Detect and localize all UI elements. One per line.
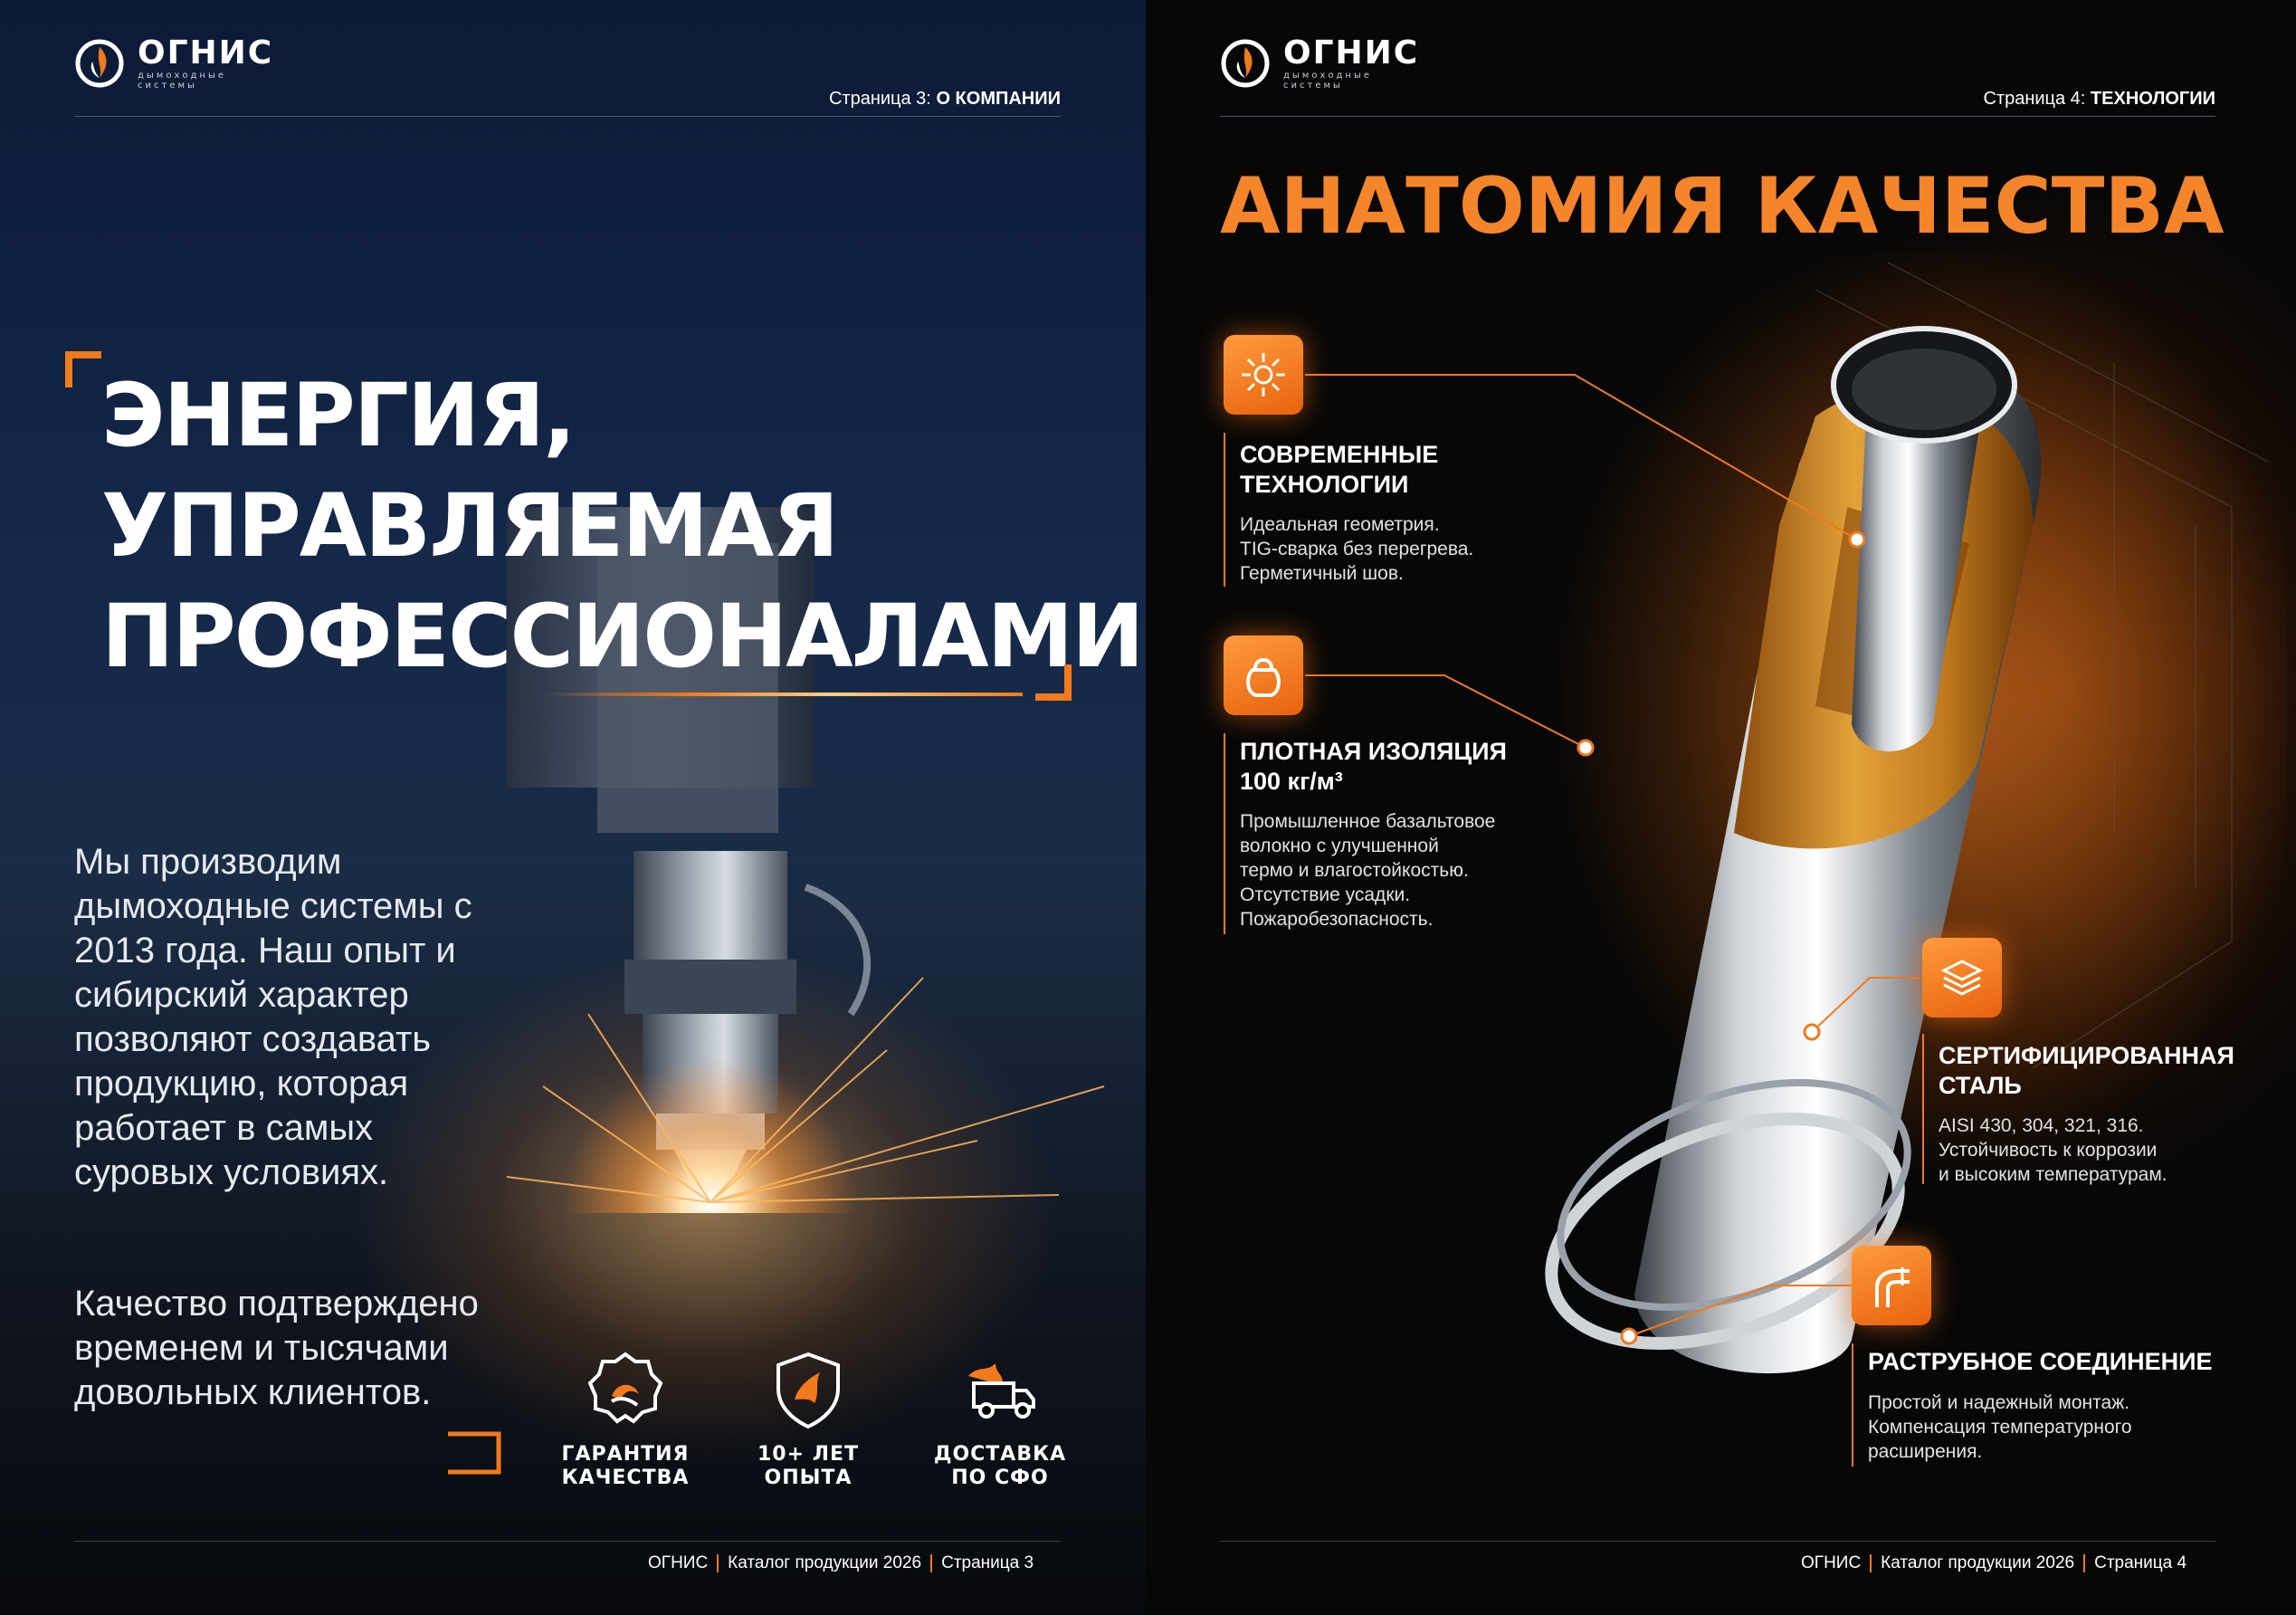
page-label-section: ТЕХНОЛОГИИ (2090, 89, 2215, 109)
kettlebell-icon (1238, 650, 1289, 701)
hero-underline (543, 693, 1023, 696)
page-title: АНАТОМИЯ КАЧЕСТВА (1220, 161, 2225, 252)
footer-separator (717, 1554, 719, 1572)
feature-title-line: ПЛОТНАЯ ИЗОЛЯЦИЯ (1240, 738, 1507, 765)
statement-bracket-accent (448, 1430, 502, 1476)
hero-line: УПРАВЛЯЕМАЯ (101, 475, 838, 577)
feature-icon-box (1922, 938, 2002, 1018)
feature-description (1240, 809, 1495, 932)
hero-corner-accent (1035, 664, 1072, 701)
delivery-truck-icon (959, 1349, 1041, 1430)
badge-delivery (923, 1349, 1077, 1490)
medal-icon (585, 1349, 666, 1430)
feature-title (1240, 440, 1438, 500)
footer-catalog: Каталог продукции 2026 (728, 1553, 922, 1572)
feature-text-line: Простой и надежный монтаж. (1868, 1392, 2130, 1413)
page-label-section: О КОМПАНИИ (936, 89, 1061, 109)
feature-text-line: термо и влагостойкостью. (1240, 860, 1469, 881)
feature-title-line: РАСТРУБНОЕ СОЕДИНЕНИЕ (1868, 1348, 2213, 1375)
hero-line: ПРОФЕССИОНАЛАМИ (101, 586, 1143, 687)
badge-label: ДОСТАВКА (933, 1443, 1067, 1466)
feature-title-line: ТЕХНОЛОГИИ (1240, 471, 1409, 498)
feature-description (1240, 512, 1473, 586)
brand-logo (74, 36, 273, 91)
badge-label: ОПЫТА (764, 1467, 853, 1489)
footer-catalog: Каталог продукции 2026 (1881, 1553, 2075, 1572)
hero-line: ЭНЕРГИЯ, (101, 365, 575, 466)
footer-page-number: Страница 4 (2094, 1553, 2187, 1572)
feature-text-line: Пожаробезопасность. (1240, 909, 1434, 930)
quality-statement: Качество подтверждено временем и тысячами довольных клиентов. (74, 1284, 479, 1412)
feature-text-line: Компенсация температурного (1868, 1417, 2132, 1438)
page-label-prefix: Страница 3: (828, 89, 931, 109)
footer-divider (1220, 1541, 2215, 1542)
badge-label: 10+ ЛЕТ (757, 1443, 859, 1466)
hero-corner-accent (65, 351, 101, 387)
feature-title-line: СОВРЕМЕННЫЕ (1240, 441, 1439, 468)
page-about-company (0, 0, 1146, 1615)
feature-text-line: Устойчивость к коррозии (1939, 1140, 2158, 1161)
flame-logo-icon (74, 38, 125, 89)
page-label (634, 89, 1061, 110)
company-intro: Мы производим дымоходные системы с 2013 года. Наш опыт и сибирский характер позволяют создавать продукцию, которая работает в самых суровых условиях. (74, 842, 472, 1192)
feature-description (1868, 1390, 2132, 1464)
badge-quality (548, 1349, 702, 1490)
feature-title-line: 100 кг/м³ (1240, 768, 1343, 795)
feature-text-line: волокно с улучшенной (1240, 836, 1439, 856)
shield-flame-icon (767, 1349, 849, 1430)
badge-experience (731, 1349, 885, 1490)
feature-title (1939, 1041, 2234, 1101)
header-divider (74, 116, 1061, 117)
feature-description (1939, 1113, 2167, 1187)
feature-icon-box (1224, 335, 1303, 415)
feature-accent-bar (1224, 433, 1225, 587)
footer-separator (1870, 1554, 1872, 1572)
feature-title-line: СЕРТИФИЦИРОВАННАЯ (1939, 1042, 2234, 1069)
feature-text-line: Отсутствие усадки. (1240, 884, 1411, 905)
sun-burst-icon (1238, 349, 1289, 400)
page-technologies (1146, 0, 2296, 1615)
footer-divider (74, 1541, 1061, 1542)
page-footer (648, 1553, 1034, 1573)
feature-text-line: Герметичный шов. (1240, 563, 1404, 584)
feature-text-line: Идеальная геометрия. (1240, 514, 1440, 535)
feature-accent-bar (1922, 1034, 1924, 1184)
feature-text-line: TIG-сварка без перегрева. (1240, 539, 1474, 559)
feature-accent-bar (1224, 733, 1225, 934)
brand-name: ОГНИС (1283, 34, 1420, 72)
feature-text-line: Промышленное базальтовое (1240, 811, 1496, 832)
badge-label: КАЧЕСТВА (561, 1467, 690, 1489)
footer-separator (930, 1554, 932, 1572)
footer-brand: ОГНИС (1801, 1553, 1862, 1572)
pipe-elbow-icon (1866, 1260, 1917, 1311)
steel-sheets-icon (1937, 952, 1987, 1003)
feature-text-line: и высоким температурам. (1939, 1164, 2167, 1185)
brand-tagline: дымоходные системы (138, 71, 227, 91)
hero-headline (101, 360, 1143, 692)
feature-title (1240, 737, 1507, 797)
brand-tagline: дымоходные системы (1283, 71, 1373, 91)
feature-icon-box (1852, 1246, 1931, 1325)
page-footer (1801, 1553, 2186, 1573)
feature-icon-box (1224, 635, 1303, 715)
feature-text-line: AISI 430, 304, 321, 316. (1939, 1115, 2144, 1136)
badge-label: ГАРАНТИЯ (561, 1443, 690, 1466)
footer-separator (2083, 1554, 2085, 1572)
brand-name: ОГНИС (138, 34, 274, 72)
feature-text-line: расширения. (1868, 1441, 1983, 1462)
footer-page-number: Страница 3 (941, 1553, 1034, 1572)
badge-label: ПО СФО (951, 1467, 1049, 1489)
feature-title (1868, 1347, 2213, 1377)
page-label-prefix: Страница 4: (1983, 89, 2086, 109)
footer-brand: ОГНИС (648, 1553, 709, 1572)
feature-accent-bar (1852, 1343, 1853, 1467)
feature-title-line: СТАЛЬ (1939, 1072, 2022, 1099)
